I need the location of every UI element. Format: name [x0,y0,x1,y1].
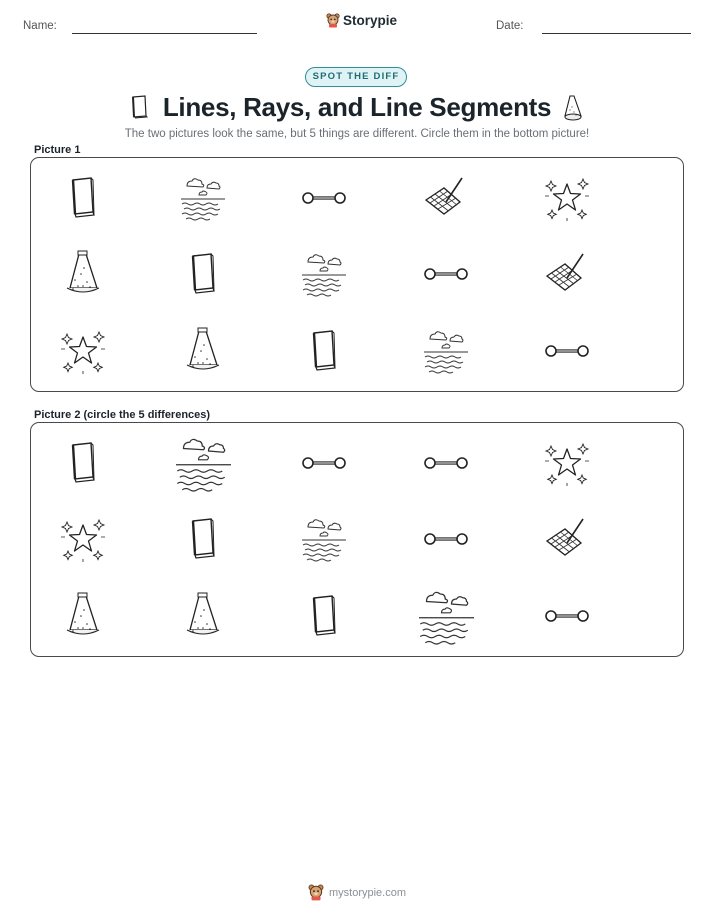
footer [0,884,714,901]
picture-2-item[interactable] [416,509,476,569]
picture-1-item [53,244,113,304]
spotlight-icon [561,94,585,122]
line-segment-icon [294,168,354,228]
picture-2-item[interactable] [416,433,476,493]
book-icon [53,168,113,228]
book-icon [173,509,233,569]
picture-2-panel[interactable] [30,422,684,657]
picture-1-item [416,321,476,381]
net-icon [537,244,597,304]
line-segment-icon [416,244,476,304]
picture-1-item [173,321,233,381]
picture-1-item [173,168,233,228]
picture-2-label: Picture 2 (circle the 5 differences) [34,409,211,421]
clouds-water-icon [409,579,484,654]
sparkle-star-icon [53,509,113,569]
brand-logo [326,13,397,28]
instructions: The two pictures look the same, but 5 things are different. Circle them in the bottom picture! [124,128,590,140]
picture-2-item[interactable] [173,509,233,569]
sparkle-star-icon [537,168,597,228]
line-segment-icon [537,321,597,381]
picture-1-item [294,244,354,304]
bear-mascot-icon [326,13,340,28]
line-segment-icon [537,586,597,646]
spot-the-diff-badge: SPOT THE DIFF [305,67,407,87]
picture-1-item [537,244,597,304]
picture-2-item[interactable] [537,509,597,569]
picture-2-item[interactable] [294,433,354,493]
picture-1-item [416,168,476,228]
net-icon [416,168,476,228]
line-segment-icon [416,509,476,569]
clouds-water-icon [173,168,233,228]
date-label: Date: [496,20,524,32]
page-title: Lines, Rays, and Line Segments [162,92,552,122]
clouds-water-icon [416,321,476,381]
book-icon [294,586,354,646]
picture-2-item[interactable] [537,433,597,493]
picture-2-item[interactable] [53,433,113,493]
picture-1-item [294,168,354,228]
picture-2-item[interactable] [294,586,354,646]
picture-1-label: Picture 1 [34,144,81,156]
book-icon [294,321,354,381]
brand-name: Storypie [343,13,398,28]
book-icon [173,244,233,304]
picture-2-item[interactable] [166,426,241,501]
spotlight-icon [173,586,233,646]
date-field[interactable] [542,33,691,34]
spotlight-icon [53,586,113,646]
spotlight-icon [53,244,113,304]
picture-2-item[interactable] [409,579,484,654]
name-label: Name: [23,20,57,32]
picture-2-item[interactable] [173,586,233,646]
picture-2-item[interactable] [294,509,354,569]
line-segment-icon [416,433,476,493]
clouds-water-icon [294,244,354,304]
name-field[interactable] [72,33,257,34]
picture-1-item [537,168,597,228]
sparkle-star-icon [53,321,113,381]
picture-1-item [537,321,597,381]
clouds-water-icon [166,426,241,501]
footer-site: mystorypie.com [328,886,407,899]
spotlight-icon [173,321,233,381]
picture-1-item [173,244,233,304]
clouds-water-icon [294,509,354,569]
picture-1-item [53,168,113,228]
sparkle-star-icon [537,433,597,493]
picture-1-item [53,321,113,381]
bear-mascot-icon [308,884,324,901]
picture-1-panel [30,157,684,392]
picture-2-item[interactable] [537,586,597,646]
line-segment-icon [294,433,354,493]
net-icon [537,509,597,569]
picture-2-item[interactable] [53,509,113,569]
picture-2-item[interactable] [53,586,113,646]
picture-1-item [416,244,476,304]
picture-1-item [294,321,354,381]
book-icon [53,433,113,493]
